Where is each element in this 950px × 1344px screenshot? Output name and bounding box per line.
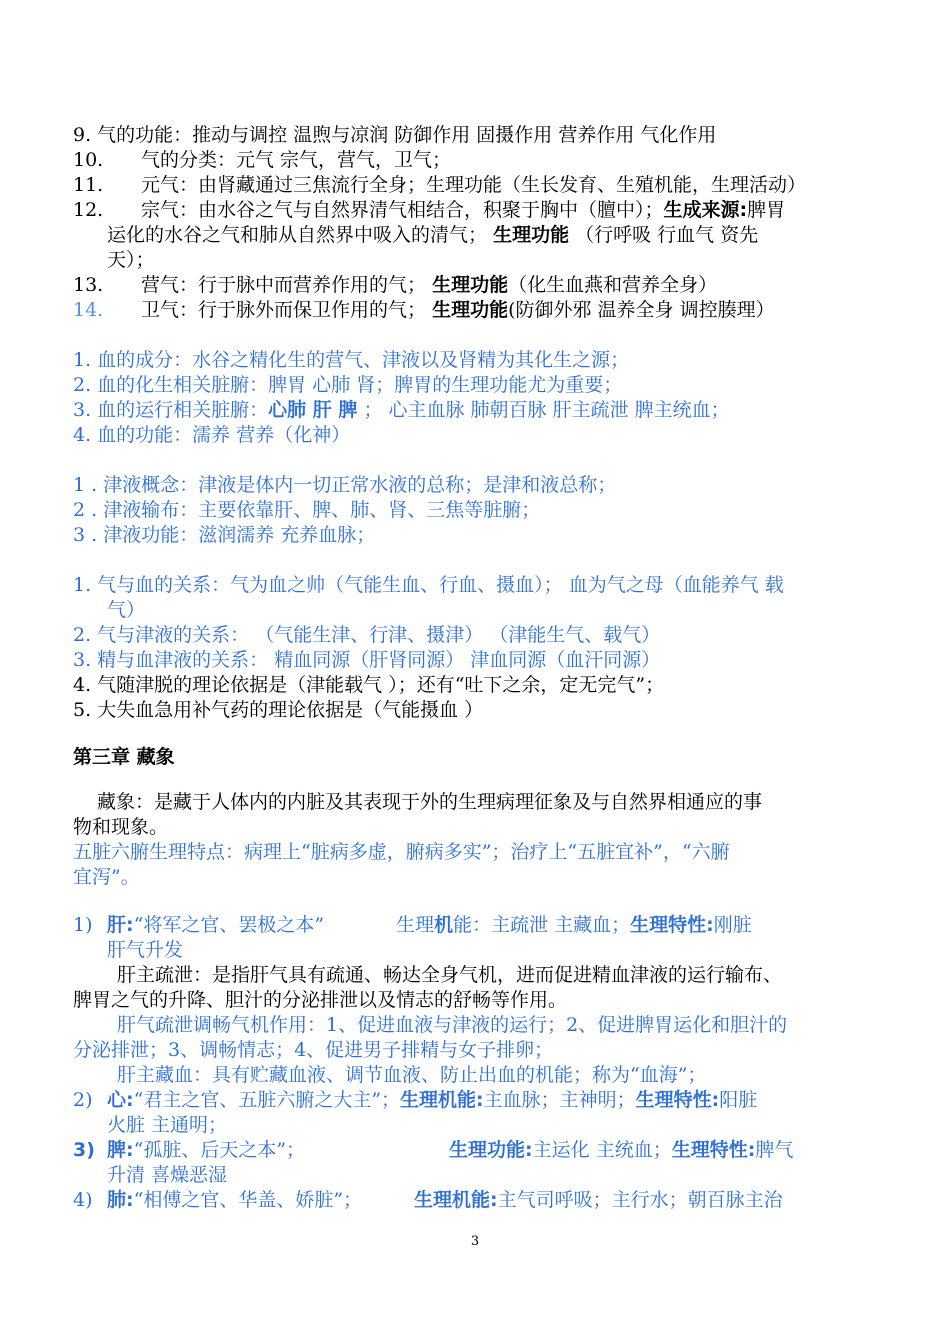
qi-line-12-cont: 运化的水谷之气和肺从自然界中吸入的清气； 生理功能 （行呼吸 行血气 资先 <box>107 224 759 246</box>
relation-line-1-cont: 气） <box>107 599 146 621</box>
qi-line-14: 14. 卫气：行于脉外而保卫作用的气； 生理功能(防御外邪 温养全身 调控腠理） <box>73 299 775 321</box>
blood-line-4: 4. 血的功能：濡养 营养（化神） <box>73 424 351 446</box>
blood-line-1: 1. 血的成分：水谷之精化生的营气、津液以及肾精为其化生之源； <box>73 349 630 371</box>
liver-line: 1) 肝:“将军之官、罢极之本” 生理机能：主疏泄 主藏血；生理特性:刚脏 <box>73 914 752 936</box>
organ-features: 五脏六腑生理特点：病理上“脏病多虚，腑病多实”；治疗上“五脏宜补”，“六腑 <box>73 841 730 863</box>
liver-paragraph-3: 肝主藏血：具有贮藏血液、调节血液、防止出血的机能；称为“血海”； <box>117 1064 707 1086</box>
qi-line-13: 13. 营气：行于脉中而营养作用的气； 生理功能（化生血燕和营养全身） <box>73 274 718 296</box>
liver-paragraph-1: 肝主疏泄：是指肝气具有疏通、畅达全身气机，进而促进精血津液的运行输布、 <box>117 964 783 986</box>
fluid-line-1: 1 . 津液概念：津液是体内一切正常水液的总称；是津和液总称； <box>73 474 617 496</box>
relation-line-3: 3. 精与血津液的关系： 精血同源（肝肾同源） 津血同源（血汗同源） <box>73 649 661 671</box>
page-number: 3 <box>470 1234 480 1249</box>
chapter-heading: 第三章 藏象 <box>73 746 175 768</box>
relation-line-4: 4. 气随津脱的理论依据是（津能载气 ）；还有“吐下之余，定无完气”； <box>73 674 665 696</box>
liver-line-cont: 肝气升发 <box>107 939 184 961</box>
fluid-line-3: 3 . 津液功能：滋润濡养 充养血脉； <box>73 524 376 546</box>
spleen-line-cont: 升清 喜燥恶湿 <box>107 1164 228 1186</box>
liver-paragraph-2-cont: 分泌排泄；3、调畅情志；4、促进男子排精与女子排卵； <box>73 1039 554 1061</box>
organ-features-cont: 宜泻”。 <box>73 866 140 888</box>
heart-line-cont: 火脏 主通明； <box>107 1114 228 1136</box>
blood-line-2: 2. 血的化生相关脏腑：脾胃 心肺 肾；脾胃的生理功能尤为重要； <box>73 374 623 396</box>
qi-line-10: 10. 气的分类：元气 宗气，营气，卫气； <box>73 149 452 171</box>
relation-line-5: 5. 大失血急用补气药的理论依据是（气能摄血 ） <box>73 699 484 721</box>
liver-paragraph-1-cont: 脾胃之气的升降、胆汁的分泌排泄以及情志的舒畅等作用。 <box>73 989 568 1011</box>
qi-line-12: 12. 宗气：由水谷之气与自然界清气相结合，积聚于胸中（膻中）；生成来源:脾胃 <box>73 199 786 221</box>
blood-line-3: 3. 血的运行相关脏腑：心肺 肝 脾 ； 心主血脉 肺朝百脉 肝主疏泄 脾主统血； <box>73 399 730 421</box>
relation-line-1: 1. 气与血的关系：气为血之帅（气能生血、行血、摄血）； 血为气之母（血能养气 载 <box>73 574 784 596</box>
relation-line-2: 2. 气与津液的关系： （气能生津、行津、摄津） （津能生气、载气） <box>73 624 661 646</box>
zangxiang-definition: 藏象：是藏于人体内的内脏及其表现于外的生理病理征象及与自然界相通应的事 <box>97 791 763 813</box>
lung-line: 4) 肺:“相傅之官、华盖、娇脏”； 生理机能:主气司呼吸；主行水；朝百脉主治 <box>73 1189 783 1211</box>
spleen-line: 3) 脾:“孤脏、后天之本”； 生理功能:主运化 主统血；生理特性:脾气 <box>73 1139 794 1161</box>
fluid-line-2: 2 . 津液输布：主要依靠肝、脾、肺、肾、三焦等脏腑； <box>73 499 541 521</box>
zangxiang-definition-cont: 物和现象。 <box>73 816 169 838</box>
heart-line: 2) 心:“君主之官、五脏六腑之大主”；生理机能:主血脉；主神明；生理特性:阳脏 <box>73 1089 758 1111</box>
qi-line-11: 11. 元气：由肾藏通过三焦流行全身；生理功能（生长发育、生殖机能，生理活动） <box>73 174 807 196</box>
liver-paragraph-2: 肝气疏泄调畅气机作用：1、促进血液与津液的运行；2、促进脾胃运化和胆汁的 <box>117 1014 788 1036</box>
qi-line-9: 9. 气的功能：推动与调控 温煦与凉润 防御作用 固摄作用 营养作用 气化作用 <box>73 124 717 146</box>
qi-line-12-cont2: 天）； <box>107 249 155 271</box>
